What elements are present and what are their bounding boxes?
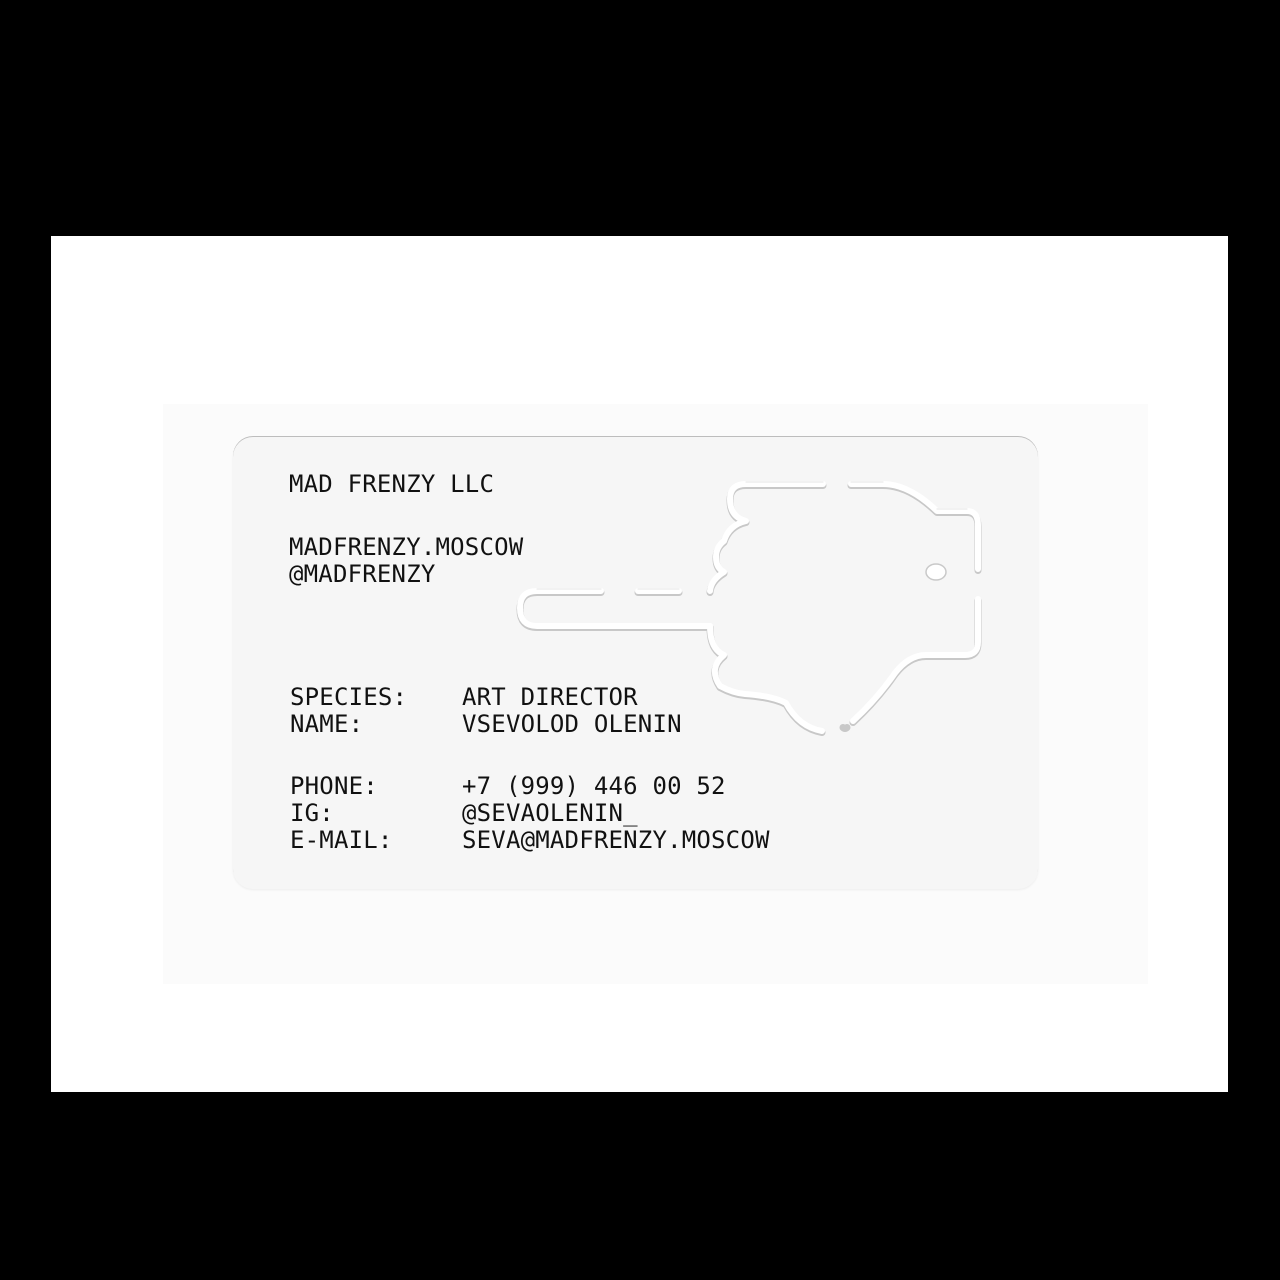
company-name: MAD FRENZY LLC	[289, 470, 495, 498]
phone-value: +7 (999) 446 00 52	[462, 772, 726, 800]
pointing-hand-icon	[233, 437, 1038, 889]
name-label: NAME:	[290, 710, 364, 738]
name-value: VSEVOLOD OLENIN	[462, 710, 682, 738]
species-label: SPECIES:	[290, 683, 408, 711]
email-label: E-MAIL:	[290, 826, 393, 854]
photo-frame	[51, 236, 1228, 1092]
website: MADFRENZY.MOSCOW	[289, 533, 524, 561]
ig-value: @SEVAOLENIN_	[462, 799, 638, 827]
phone-label: PHONE:	[290, 772, 378, 800]
social-handle: @MADFRENZY	[289, 560, 436, 588]
ig-label: IG:	[290, 799, 334, 827]
business-card	[233, 437, 1038, 889]
email-value: SEVA@MADFRENZY.MOSCOW	[462, 826, 770, 854]
species-value: ART DIRECTOR	[462, 683, 638, 711]
